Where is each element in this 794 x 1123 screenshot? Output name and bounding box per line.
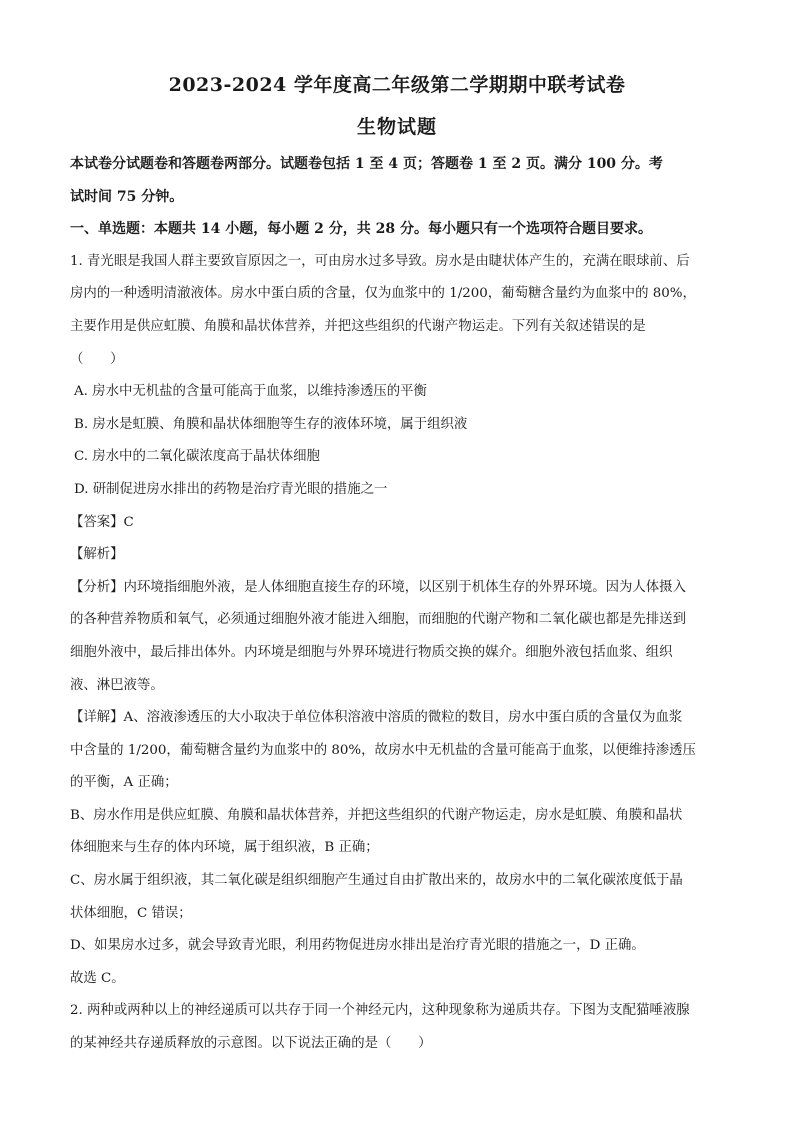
q1-detail-d-line-1: D、如果房水过多，就会导致青光眼，利用药物促进房水排出是治疗青光眼的措施之一，D 正确。 xyxy=(70,938,645,954)
q1-stem-line-4: （ ） xyxy=(70,351,124,367)
q1-analysis-line-4: 液、淋巴液等。 xyxy=(70,677,164,693)
q1-option-d: D. 研制促进房水排出的药物是治疗青光眼的措施之一 xyxy=(74,481,388,497)
q1-analysis-line-2: 的各种营养物质和氧气，必须通过细胞外液才能进入细胞，而细胞的代谢产物和二氧化碳也都是先排送到 xyxy=(70,612,686,628)
q1-detail-a-line-3: 的平衡，A 正确； xyxy=(70,775,178,791)
q1-option-a: A. 房水中无机盐的含量可能高于血浆，以维持渗透压的平衡 xyxy=(74,384,427,400)
q1-stem-line-2: 房内的一种透明清澈液体。房水中蛋白质的含量，仅为血浆中的 1/200，葡萄糖含量约为血浆中的 80%， xyxy=(70,286,696,302)
intro-line-1: 本试卷分试题卷和答题卷两部分。试题卷包括 1 至 4 页；答题卷 1 至 2 页。满分 100 分。考 xyxy=(70,156,663,172)
q1-detail-c-line-2: 状体细胞，C 错误； xyxy=(70,905,192,921)
exam-title: 2023-2024 学年度高二年级第二学期期中联考试卷 xyxy=(168,74,626,96)
q1-detail-a-line-2: 中含量的 1/200，葡萄糖含量约为血浆中的 80%，故房水中无机盐的含量可能高于血浆，以便维持渗透压 xyxy=(70,742,696,758)
q1-stem-line-1: 1. 青光眼是我国人群主要致盲原因之一，可由房水过多导致。房水是由睫状体产生的，充满在眼球前、后 xyxy=(70,253,690,269)
document-body xyxy=(70,148,724,1061)
q1-analysis-label: 【解析】 xyxy=(70,547,124,563)
q1-stem-line-3: 主要作用是供应虹膜、角膜和晶状体营养，并把这些组织的代谢产物运走。下列有关叙述错误的是 xyxy=(70,318,646,334)
q1-detail-a-line-1: 【详解】A、溶液渗透压的大小取决于单位体积溶液中溶质的微粒的数目，房水中蛋白质的含量仅为血浆 xyxy=(70,710,683,726)
q2-stem-line-2: 的某神经共存递质释放的示意图。以下说法正确的是（ ） xyxy=(70,1036,432,1052)
q1-detail-c-line-1: C、房水属于组织液，其二氧化碳是组织细胞产生通过自由扩散出来的，故房水中的二氧化碳浓度低于晶 xyxy=(70,873,683,889)
q1-answer: 【答案】C xyxy=(70,514,134,530)
q1-option-b: B. 房水是虹膜、角膜和晶状体细胞等生存的液体环境，属于组织液 xyxy=(74,416,468,432)
q1-option-c: C. 房水中的二氧化碳浓度高于晶状体细胞 xyxy=(74,449,320,465)
q1-analysis-line-1: 【分析】内环境指细胞外液，是人体细胞直接生存的环境，以区别于机体生存的外界环境。因为人体摄入 xyxy=(70,579,686,595)
q1-analysis-line-3: 细胞外液中，最后排出体外。内环境是细胞与外界环境进行物质交换的媒介。细胞外液包括血浆、组织 xyxy=(70,644,673,660)
intro-line-2: 试时间 75 分钟。 xyxy=(70,188,184,205)
exam-subject: 生物试题 xyxy=(356,116,437,138)
q1-conclusion: 故选 C。 xyxy=(70,970,125,986)
q1-detail-b-line-1: B、房水作用是供应虹膜、角膜和晶状体营养，并把这些组织的代谢产物运走，房水是虹膜、角膜和晶状 xyxy=(70,807,683,823)
q1-detail-b-line-2: 体细胞来与生存的体内环境，属于组织液，B 正确； xyxy=(70,840,379,856)
section-heading: 一、单选题：本题共 14 小题，每小题 2 分，共 28 分。每小题只有一个选项符合题目要求。 xyxy=(70,221,652,238)
q2-stem-line-1: 2. 两种或两种以上的神经递质可以共存于同一个神经元内，这种现象称为递质共存。下图为支配猫唾液腺 xyxy=(70,1003,690,1019)
